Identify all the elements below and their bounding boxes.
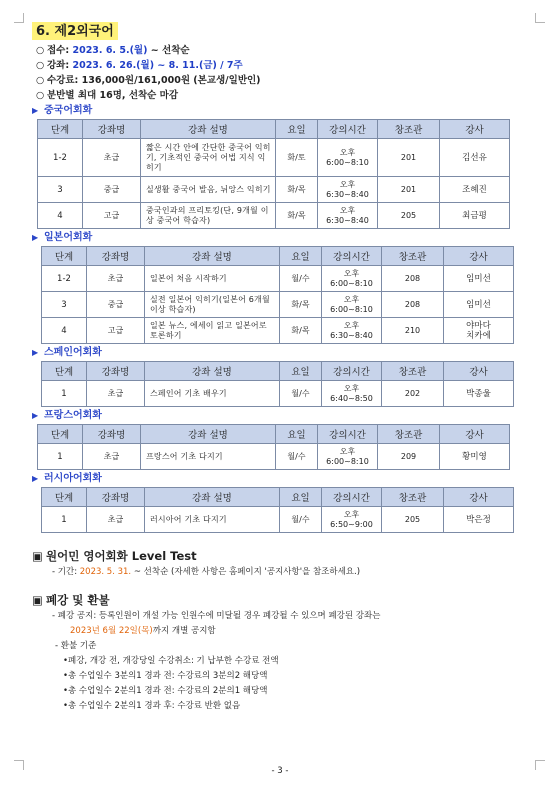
language-section [28,408,528,470]
cell-description: 일본어 처음 시작하기 [145,266,280,292]
refund-criteria-item: •폐강, 개강 전, 개강당일 수강취소: 기 납부한 수강료 전액 [63,656,279,666]
level-test-period-date: 2023. 5. 31. [79,567,132,577]
column-header: 강좌명 [87,247,145,266]
language-title-row [28,230,528,246]
info-item [28,73,528,88]
cell-level: 3 [38,177,83,203]
table-header-row [42,362,514,381]
column-header: 요일 [276,425,318,444]
cell-course-name: 고급 [83,203,141,229]
column-header: 강사 [444,247,514,266]
column-header: 강좌 설명 [145,488,280,507]
cell-level: 1 [42,507,87,533]
refund-criteria-item: •총 수업일수 2분의1 경과 후: 수강료 반환 없음 [63,701,241,711]
cell-time: 오후 6:00~8:10 [318,444,378,470]
column-header: 강좌명 [87,362,145,381]
cell-day: 화/목 [276,177,318,203]
cell-level: 1 [38,444,83,470]
refund-title-row [28,591,528,609]
cell-description: 스페인어 기초 배우기 [145,381,280,407]
column-header: 창조관 [378,425,440,444]
language-title-row [28,471,528,487]
cell-teacher: 임미선 [444,292,514,318]
cell-room: 205 [382,507,444,533]
language-section [28,103,528,229]
level-test-title: 원어민 영어회화 Level Test [46,549,197,563]
column-header: 강의시간 [318,120,378,139]
cell-time: 오후 6:00~8:10 [322,292,382,318]
table-row [42,381,514,407]
cell-room: 201 [378,177,440,203]
column-header: 단계 [38,425,83,444]
column-header: 창조관 [382,488,444,507]
cell-teacher: 박종울 [444,381,514,407]
cell-teacher: 임미선 [444,266,514,292]
column-header: 요일 [280,362,322,381]
language-title: 프랑스어회화 [44,410,102,421]
table-header-row [42,488,514,507]
info-value: 2023. 6. 26.(월) ~ 8. 11.(금) / 7주 [72,60,243,71]
table-header-row [42,247,514,266]
cell-description: 일본 뉴스, 에세이 읽고 일본어로 토론하기 [145,318,280,344]
course-table [37,119,510,229]
refund-notice-suffix: 까지 개별 공지함 [152,626,216,636]
cell-teacher: 박은정 [444,507,514,533]
column-header: 요일 [280,247,322,266]
column-header: 강좌 설명 [145,247,280,266]
cell-room: 210 [382,318,444,344]
table-row [42,266,514,292]
language-title-row [28,103,528,119]
refund-criteria-list [28,654,528,714]
column-header: 강사 [440,120,510,139]
cell-level: 4 [42,318,87,344]
cell-time: 오후 6:30~8:40 [318,177,378,203]
course-table [41,361,514,407]
language-title: 일본어회화 [44,232,93,243]
cell-day: 화/목 [280,292,322,318]
course-table [41,246,514,344]
column-header: 강의시간 [322,362,382,381]
cell-day: 월/수 [280,266,322,292]
cell-course-name: 초급 [87,266,145,292]
cell-teacher: 최금평 [440,203,510,229]
info-label: 강좌: [47,60,73,71]
cell-description: 프랑스어 기초 다지기 [141,444,276,470]
table-row [38,203,510,229]
cell-teacher: 김선유 [440,139,510,177]
cell-day: 월/수 [280,381,322,407]
language-title: 러시아어회화 [44,473,102,484]
column-header: 강좌 설명 [145,362,280,381]
circle-bullet-icon: ○ [36,75,45,86]
table-row [42,292,514,318]
cell-course-name: 중급 [83,177,141,203]
course-table [41,487,514,533]
cell-day: 화/토 [276,139,318,177]
info-list [28,43,528,103]
column-header: 강좌 설명 [141,120,276,139]
cell-description: 짧은 시간 안에 간단한 중국어 익히기, 기초적인 중국어 어법 지식 익히기 [141,139,276,177]
level-test-section [28,547,528,580]
column-header: 강의시간 [322,488,382,507]
info-label: 수강료: 136,000원/161,000원 (본교생/일반인) [47,75,261,86]
cell-level: 1-2 [38,139,83,177]
page-number: - 3 - [271,766,289,776]
cell-room: 209 [378,444,440,470]
cell-time: 오후 6:40~8:50 [322,381,382,407]
language-title-row [28,345,528,361]
table-header-row [38,120,510,139]
language-section [28,345,528,407]
cell-day: 화/목 [280,318,322,344]
column-header: 요일 [276,120,318,139]
refund-criteria-title: - 환불 기준 [55,641,97,651]
level-test-period [28,565,528,580]
table-row [42,318,514,344]
cell-day: 월/수 [276,444,318,470]
column-header: 단계 [42,362,87,381]
column-header: 강사 [444,362,514,381]
level-test-period-prefix: - 기간: [52,567,80,577]
cell-room: 208 [382,266,444,292]
refund-notice-date: 2023년 6월 22일(목) [70,626,153,636]
refund-title: 폐강 및 환불 [46,593,110,607]
language-section [28,230,528,344]
info-label: 분반별 최대 16명, 선착순 마감 [47,90,179,101]
level-test-title-row [28,547,528,565]
table-header-row [38,425,510,444]
language-title-row [28,408,528,424]
cell-description: 러시아어 기초 다지기 [145,507,280,533]
column-header: 단계 [42,488,87,507]
info-item [28,58,528,73]
cell-description: 실전 일본어 익히기(일본어 6개월 이상 학습자) [145,292,280,318]
circle-bullet-icon: ○ [36,90,45,101]
cell-course-name: 중급 [87,292,145,318]
cell-course-name: 초급 [87,507,145,533]
cell-room: 201 [378,139,440,177]
cell-course-name: 초급 [83,139,141,177]
cell-room: 205 [378,203,440,229]
page-content [28,20,528,714]
cell-level: 1 [42,381,87,407]
table-row [38,177,510,203]
cell-time: 오후 6:30~8:40 [322,318,382,344]
level-test-period-suffix: ~ 선착순 (자세한 사항은 홈페이지 '공지사항'을 참조하세요.) [131,567,361,577]
cell-day: 월/수 [280,507,322,533]
language-section [28,471,528,533]
column-header: 강의시간 [322,247,382,266]
column-header: 창조관 [382,247,444,266]
triangle-bullet-icon: ▶ [32,348,39,357]
info-suffix: ~ 선착순 [147,45,190,56]
column-header: 강사 [440,425,510,444]
triangle-bullet-icon: ▶ [32,233,39,242]
square-bullet-icon: ▣ [32,593,43,607]
refund-criteria-item: •총 수업일수 2분의1 경과 전: 수강료의 2분의1 해당액 [63,686,268,696]
corner-mark-top-left [14,13,24,23]
language-title: 스페인어회화 [44,347,102,358]
cell-teacher: 조혜진 [440,177,510,203]
refund-notice-line-2 [28,624,528,639]
info-label: 접수: [47,45,73,56]
cell-description: 중국인과의 프리토킹(단, 9개월 이상 중국어 학습자) [141,203,276,229]
cell-room: 202 [382,381,444,407]
square-bullet-icon: ▣ [32,549,43,563]
cell-day: 화/목 [276,203,318,229]
cell-time: 오후 6:50~9:00 [322,507,382,533]
cell-time: 오후 6:00~8:10 [322,266,382,292]
info-item [28,43,528,58]
triangle-bullet-icon: ▶ [32,106,39,115]
cell-level: 1-2 [42,266,87,292]
cell-course-name: 고급 [87,318,145,344]
cell-teacher: 야마다 치카에 [444,318,514,344]
table-row [38,444,510,470]
cell-course-name: 초급 [87,381,145,407]
refund-notice-line-1: - 폐강 공지: 등록인원이 개설 가능 인원수에 미달될 경우 폐강될 수 있으며 폐강된 강좌는 [52,611,381,621]
table-row [38,139,510,177]
column-header: 창조관 [378,120,440,139]
language-title: 중국어회화 [44,105,93,116]
cell-course-name: 초급 [83,444,141,470]
section-title: 6. 제2외국어 [32,22,118,40]
cell-time: 오후 6:00~8:10 [318,139,378,177]
table-row [42,507,514,533]
triangle-bullet-icon: ▶ [32,474,39,483]
column-header: 강좌명 [87,488,145,507]
cell-level: 3 [42,292,87,318]
triangle-bullet-icon: ▶ [32,411,39,420]
refund-criteria-item: •총 수업일수 3분의1 경과 전: 수강료의 3분의2 해당액 [63,671,268,681]
column-header: 단계 [38,120,83,139]
info-value: 2023. 6. 5.(월) [72,45,148,56]
circle-bullet-icon: ○ [36,45,45,56]
section-header [28,20,528,40]
column-header: 강의시간 [318,425,378,444]
cell-time: 오후 6:30~8:40 [318,203,378,229]
column-header: 단계 [42,247,87,266]
info-item [28,88,528,103]
column-header: 강사 [444,488,514,507]
course-table [37,424,510,470]
language-sections [28,103,528,533]
cell-description: 실생활 중국어 발음, 뉘앙스 익히기 [141,177,276,203]
column-header: 창조관 [382,362,444,381]
column-header: 강좌 설명 [141,425,276,444]
cell-room: 208 [382,292,444,318]
cell-teacher: 황미영 [440,444,510,470]
column-header: 요일 [280,488,322,507]
refund-section [28,591,528,714]
column-header: 강좌명 [83,120,141,139]
circle-bullet-icon: ○ [36,60,45,71]
cell-level: 4 [38,203,83,229]
column-header: 강좌명 [83,425,141,444]
corner-mark-top-right [535,13,545,23]
